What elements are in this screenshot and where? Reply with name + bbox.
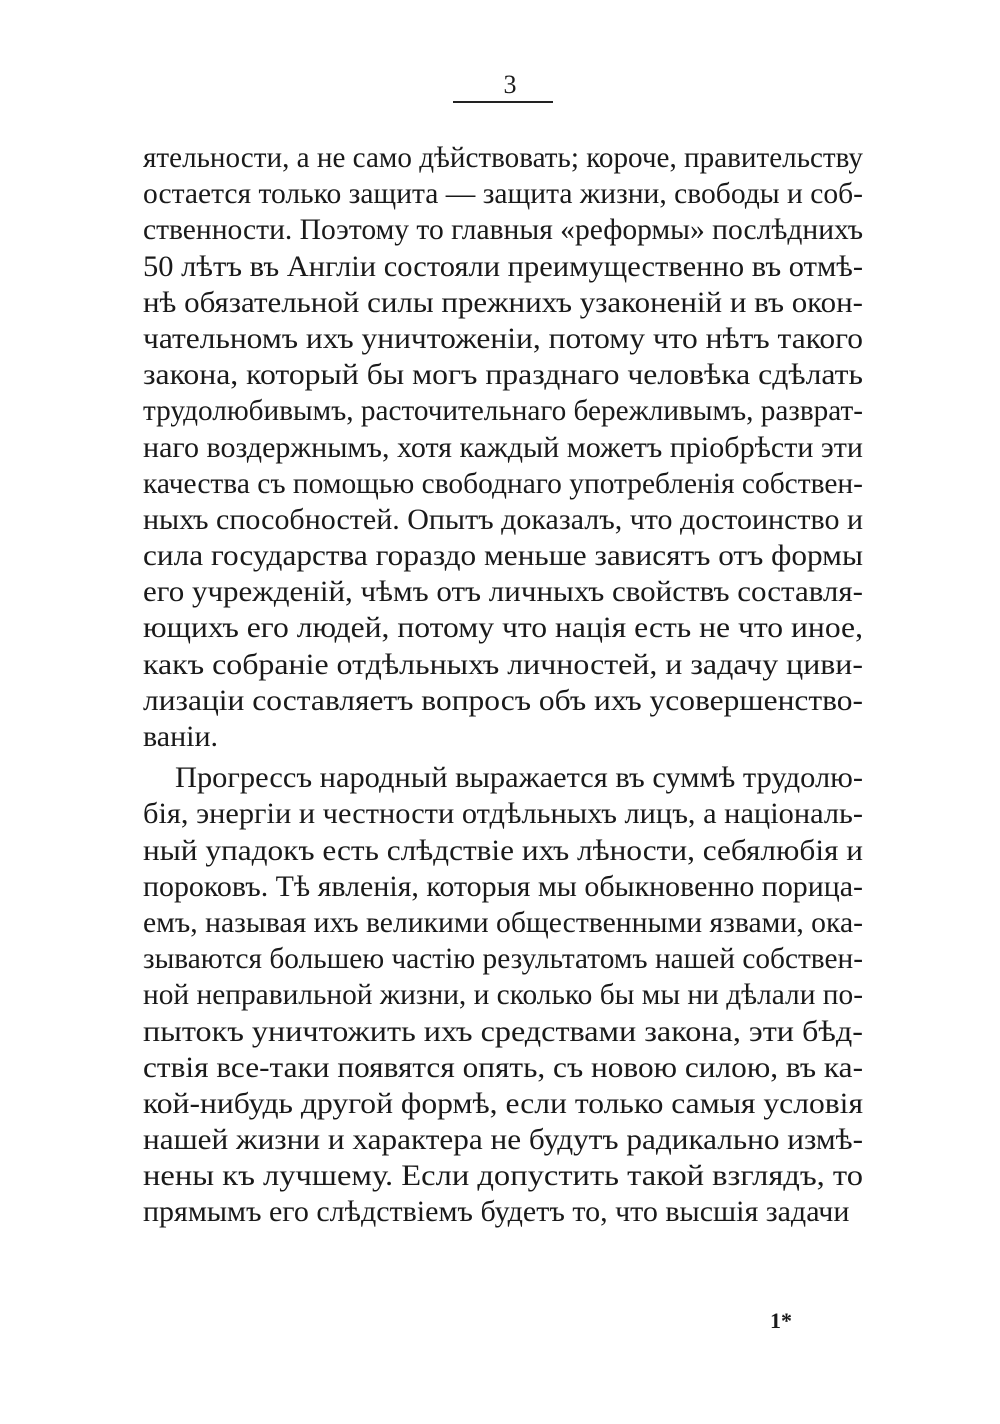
text-line-content: емъ, называя ихъ великими общественными язвами, ока- [143, 905, 863, 939]
text-line [143, 249, 863, 285]
text-line-content: нены къ лучшему. Если допустить такой взглядъ, то [143, 1159, 863, 1193]
text-line-content: ной неправильной жизни, и сколько бы мы ни дѣлали по- [143, 978, 863, 1012]
text-line-content: прямымъ его слѣдствіемъ будетъ то, что высшія задачи [143, 1195, 850, 1229]
text-line-content: ныхъ способностей. Опытъ доказалъ, что достоинство и [143, 502, 863, 536]
text-line-content: ятельности, а не само дѣйствовать; короче, правительству [143, 141, 863, 174]
text-line [143, 647, 863, 683]
paragraph-2 [143, 760, 863, 1230]
text-line-content: какъ собраніе отдѣльныхъ личностей, и задачу циви- [143, 647, 863, 681]
body-text [143, 140, 863, 1231]
text-line-content: трудолюбивымъ, расточительнаго бережливымъ, разврат- [143, 394, 863, 428]
text-line [143, 1086, 863, 1122]
text-line [143, 905, 863, 941]
text-line-content: ный упадокъ есть слѣдствіе ихъ лѣности, себялюбія и [143, 833, 863, 867]
signature-mark: 1* [770, 1308, 792, 1333]
text-line-content: бія, энергіи и честности отдѣльныхъ лицъ, а національ- [143, 797, 863, 831]
text-line-content: Прогрессъ народный выражается въ суммѣ трудолю- [175, 761, 864, 795]
text-line [143, 833, 863, 869]
text-line [143, 212, 863, 248]
text-line-content: чательномъ ихъ уничтоженіи, потому что нѣтъ такого [143, 321, 863, 355]
text-line-content: пороковъ. Тѣ явленія, которыя мы обыкновенно порица- [143, 869, 863, 903]
text-line-content: нашей жизни и характера не будутъ радикально измѣ- [143, 1123, 863, 1157]
text-line [143, 1122, 863, 1158]
text-line [143, 357, 863, 393]
text-line [143, 502, 863, 538]
text-line-content: наго воздержнымъ, хотя каждый можетъ пріобрѣсти эти [143, 430, 863, 464]
page-number: 3 [503, 70, 517, 99]
text-line [143, 1050, 863, 1086]
text-line [143, 574, 863, 610]
text-line [143, 760, 863, 796]
text-line [143, 977, 863, 1013]
paragraph-1 [143, 140, 863, 755]
text-line [143, 538, 863, 574]
text-line-content: сила государства гораздо меньше зависятъ отъ формы [143, 539, 864, 573]
text-line [143, 610, 863, 646]
text-line-content: закона, который бы могъ празднаго человѣка сдѣлать [143, 358, 863, 392]
text-line [143, 719, 863, 755]
text-line [143, 321, 863, 357]
text-line-content: кой-нибудь другой формѣ, если только самыя условія [143, 1086, 863, 1120]
text-line [143, 796, 863, 832]
text-line [143, 1194, 863, 1230]
text-line-content: пытокъ уничтожить ихъ средствами закона, эти бѣд- [143, 1014, 863, 1048]
text-line-content: остается только защита — защита жизни, свободы и соб- [143, 177, 863, 211]
text-line [143, 285, 863, 321]
text-line-content: его учрежденій, чѣмъ отъ личныхъ свойствъ составля- [143, 575, 863, 609]
text-line [143, 466, 863, 502]
text-line [143, 430, 863, 466]
text-line [143, 393, 863, 429]
text-line-content: ствія все-таки появятся опять, съ новою силою, въ ка- [143, 1050, 863, 1084]
header-rule [453, 101, 553, 103]
text-line-content: ственности. Поэтому то главныя «реформы» послѣднихъ [143, 213, 863, 247]
text-line [143, 941, 863, 977]
text-line-content: ваніи. [143, 720, 219, 753]
text-line [143, 176, 863, 212]
text-line [143, 869, 863, 905]
text-line-content: ющихъ его людей, потому что нація есть не что иное, [143, 611, 863, 645]
text-line [143, 140, 863, 176]
text-line-content: качества съ помощью свободнаго употребленія собствен- [143, 466, 863, 500]
text-line-content: лизаціи составляетъ вопросъ объ ихъ усовершенство- [143, 683, 863, 717]
text-line [143, 1014, 863, 1050]
text-line-content: нѣ обязательной силы прежнихъ узаконеній и въ окон- [143, 285, 863, 319]
text-line [143, 683, 863, 719]
text-line [143, 1158, 863, 1194]
text-line-content: 50 лѣтъ въ Англіи состояли преимущественно въ отмѣ- [143, 249, 863, 283]
text-line-content: зываются большею частію результатомъ нашей собствен- [143, 942, 863, 976]
